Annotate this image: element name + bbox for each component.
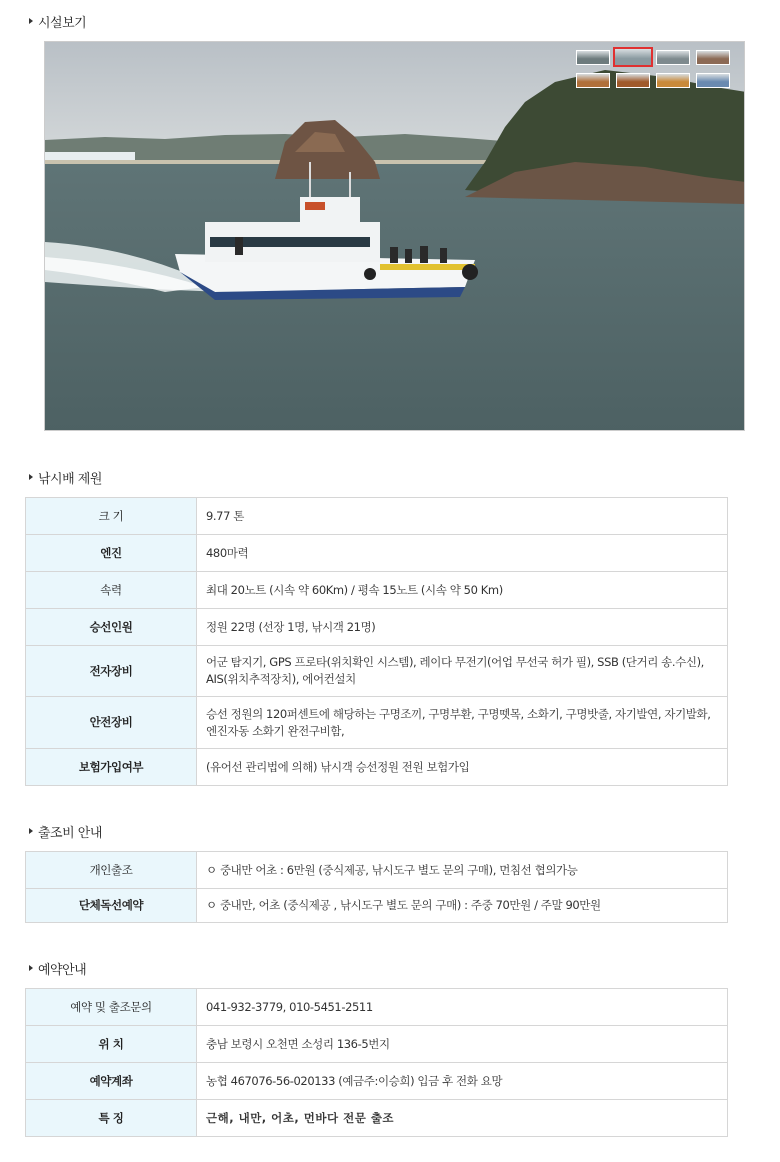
thumb-boat-8[interactable] <box>696 73 730 88</box>
table-row <box>26 749 728 786</box>
gallery-section-title <box>29 11 86 31</box>
spec-size-value: 9.77 톤 <box>197 498 728 535</box>
thumb-boat-6[interactable] <box>616 73 650 88</box>
gallery-title: 시설보기 <box>38 15 87 31</box>
table-row <box>26 852 728 889</box>
table-row <box>26 609 728 646</box>
thumb-boat-1[interactable] <box>576 50 610 65</box>
reservation-contact-label: 예약 및 출조문의 <box>26 989 197 1026</box>
table-row <box>26 889 728 923</box>
thumb-boat-4[interactable] <box>696 50 730 65</box>
spec-electronics-label: 전자장비 <box>26 646 197 697</box>
reservation-section-title <box>29 958 86 978</box>
boat-spec-table <box>25 497 728 786</box>
spec-speed-label: 속력 <box>26 572 197 609</box>
reservation-features-value: 근해, 내만, 어초, 먼바다 전문 출조 <box>197 1100 728 1137</box>
spec-engine-value: 480마력 <box>197 535 728 572</box>
spec-safety-value: 승선 정원의 120퍼센트에 해당하는 구명조끼, 구명부환, 구명뗏목, 소화기, 구명밧줄, 자기발연, 자기발화, 엔진자동 소화기 완전구비함, <box>197 697 728 749</box>
reservation-contact-value: 041-932-3779, 010-5451-2511 <box>197 989 728 1026</box>
spec-engine-label: 엔진 <box>26 535 197 572</box>
reservation-title: 예약안내 <box>38 962 87 978</box>
bullet-icon <box>29 828 33 834</box>
table-row <box>26 1100 728 1137</box>
reservation-features-label: 특 징 <box>26 1100 197 1137</box>
thumb-boat-3[interactable] <box>656 50 690 65</box>
spec-insurance-label: 보험가입여부 <box>26 749 197 786</box>
spec-electronics-value: 어군 탐지기, GPS 프로타(위치확인 시스템), 레이다 무전기(어업 무선국 허가 필), SSB (단거리 송.수신), AIS(위치추적장치), 에어컨설치 <box>197 646 728 697</box>
spec-capacity-label: 승선인원 <box>26 609 197 646</box>
fee-group-value: ㅇ 중내만, 어초 (중식제공 , 낚시도구 별도 문의 구매) : 주중 70만원 / 주말 90만원 <box>197 889 728 923</box>
spec-size-label: 크 기 <box>26 498 197 535</box>
fee-group-label: 단체독선예약 <box>26 889 197 923</box>
thumb-boat-2[interactable] <box>613 47 653 67</box>
bullet-icon <box>29 18 33 24</box>
spec-speed-value: 최대 20노트 (시속 약 60Km) / 평속 15노트 (시속 약 50 Km) <box>197 572 728 609</box>
thumbnail-strip <box>576 50 736 88</box>
spec-insurance-value: (유어선 관리법에 의해) 낚시객 승선정원 전원 보험가입 <box>197 749 728 786</box>
table-row <box>26 535 728 572</box>
reservation-location-label: 위 치 <box>26 1026 197 1063</box>
table-row <box>26 697 728 749</box>
table-row <box>26 646 728 697</box>
boat-photo-illustration <box>45 42 745 431</box>
spec-capacity-value: 정원 22명 (선장 1명, 낚시객 21명) <box>197 609 728 646</box>
spec-safety-label: 안전장비 <box>26 697 197 749</box>
facility-photo <box>44 41 745 431</box>
fee-individual-value: ㅇ 중내만 어초 : 6만원 (중식제공, 낚시도구 별도 문의 구매), 먼침선 협의가능 <box>197 852 728 889</box>
fees-table <box>25 851 728 923</box>
table-row <box>26 1063 728 1100</box>
table-row <box>26 989 728 1026</box>
reservation-account-value: 농협 467076-56-020133 (예금주:이승희) 입금 후 전화 요망 <box>197 1063 728 1100</box>
table-row <box>26 572 728 609</box>
boat-spec-section-title <box>29 467 102 487</box>
table-row <box>26 498 728 535</box>
fees-title: 출조비 안내 <box>38 825 102 841</box>
boat-spec-title: 낚시배 제원 <box>38 471 102 487</box>
table-row <box>26 1026 728 1063</box>
thumb-boat-5[interactable] <box>576 73 610 88</box>
fee-individual-label: 개인출조 <box>26 852 197 889</box>
thumb-boat-7[interactable] <box>656 73 690 88</box>
reservation-location-value: 충남 보령시 오천면 소성리 136-5번지 <box>197 1026 728 1063</box>
bullet-icon <box>29 474 33 480</box>
reservation-account-label: 예약계좌 <box>26 1063 197 1100</box>
fees-section-title <box>29 821 102 841</box>
bullet-icon <box>29 965 33 971</box>
reservation-table <box>25 988 728 1137</box>
